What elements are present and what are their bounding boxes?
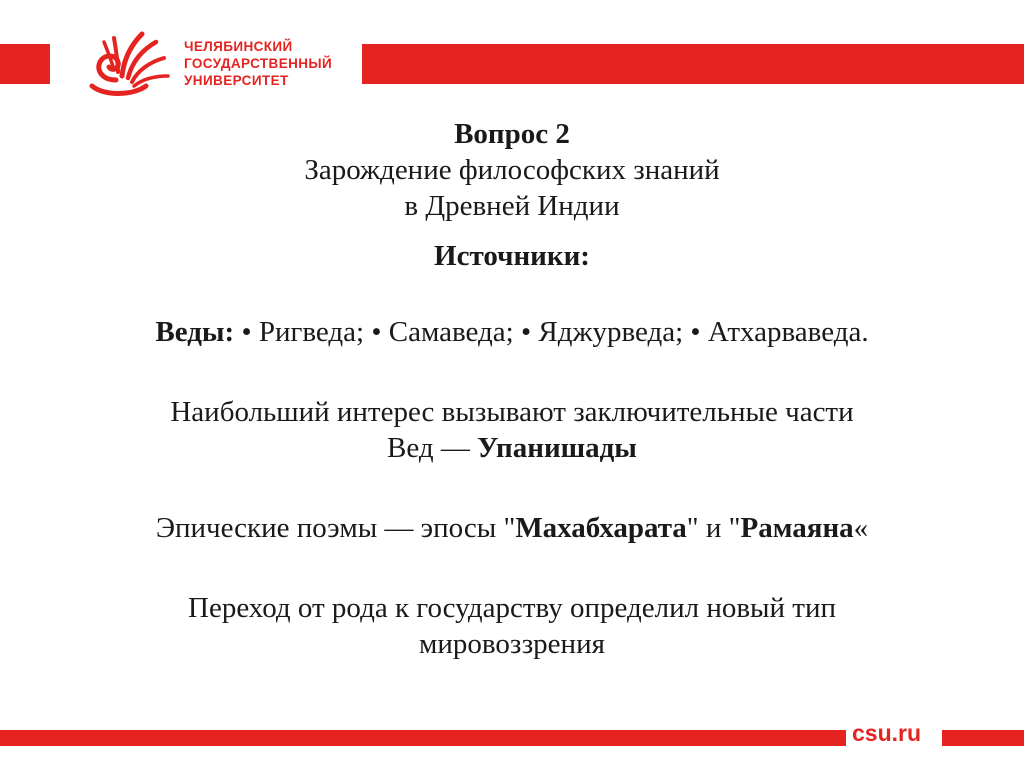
sources-heading: Источники: — [434, 240, 590, 272]
header-bar-left — [0, 44, 50, 84]
title-line-2: в Древней Индии — [404, 190, 620, 222]
site-link[interactable]: csu.ru — [852, 720, 922, 746]
header-bar-right — [362, 44, 1024, 84]
vedas-items: • Ригведа; • Самаведа; • Яджурведа; • Атхарваведа. — [241, 316, 869, 348]
slide-content — [40, 116, 984, 662]
title-line-1: Зарождение философских знаний — [304, 154, 720, 186]
logo-line-1: ЧЕЛЯБИНСКИЙ — [184, 39, 293, 54]
ramayana-term: Рамаяна — [740, 512, 854, 544]
interest-line-2 — [40, 430, 984, 466]
mahabharata-term: Махабхарата — [515, 512, 687, 544]
vedas-label: Веды: — [155, 316, 235, 348]
logo-line-2: ГОСУДАРСТВЕННЫЙ — [184, 56, 333, 71]
transition-line-2: мировоззрения — [419, 628, 605, 660]
logo-spiral-icon — [76, 28, 176, 100]
footer-bar-left — [0, 730, 846, 746]
logo-line-3: УНИВЕРСИТЕТ — [184, 73, 289, 88]
footer-bar-right — [942, 730, 1024, 746]
epic-prefix: Эпические поэмы — эпосы " — [155, 512, 516, 544]
epic-line — [40, 510, 984, 546]
vedas-line — [40, 314, 984, 350]
interest-prefix: Вед — — [387, 432, 470, 464]
upanishads-term: Упанишады — [477, 432, 637, 464]
epic-middle: " и " — [686, 512, 741, 544]
logo-text — [184, 38, 332, 89]
transition-line-1: Переход от рода к государству определил новый тип — [188, 592, 836, 624]
question-label: Вопрос 2 — [454, 118, 570, 150]
university-logo — [76, 28, 366, 100]
epic-suffix: « — [853, 512, 869, 544]
interest-line-1: Наибольший интерес вызывают заключительные части — [170, 396, 854, 428]
